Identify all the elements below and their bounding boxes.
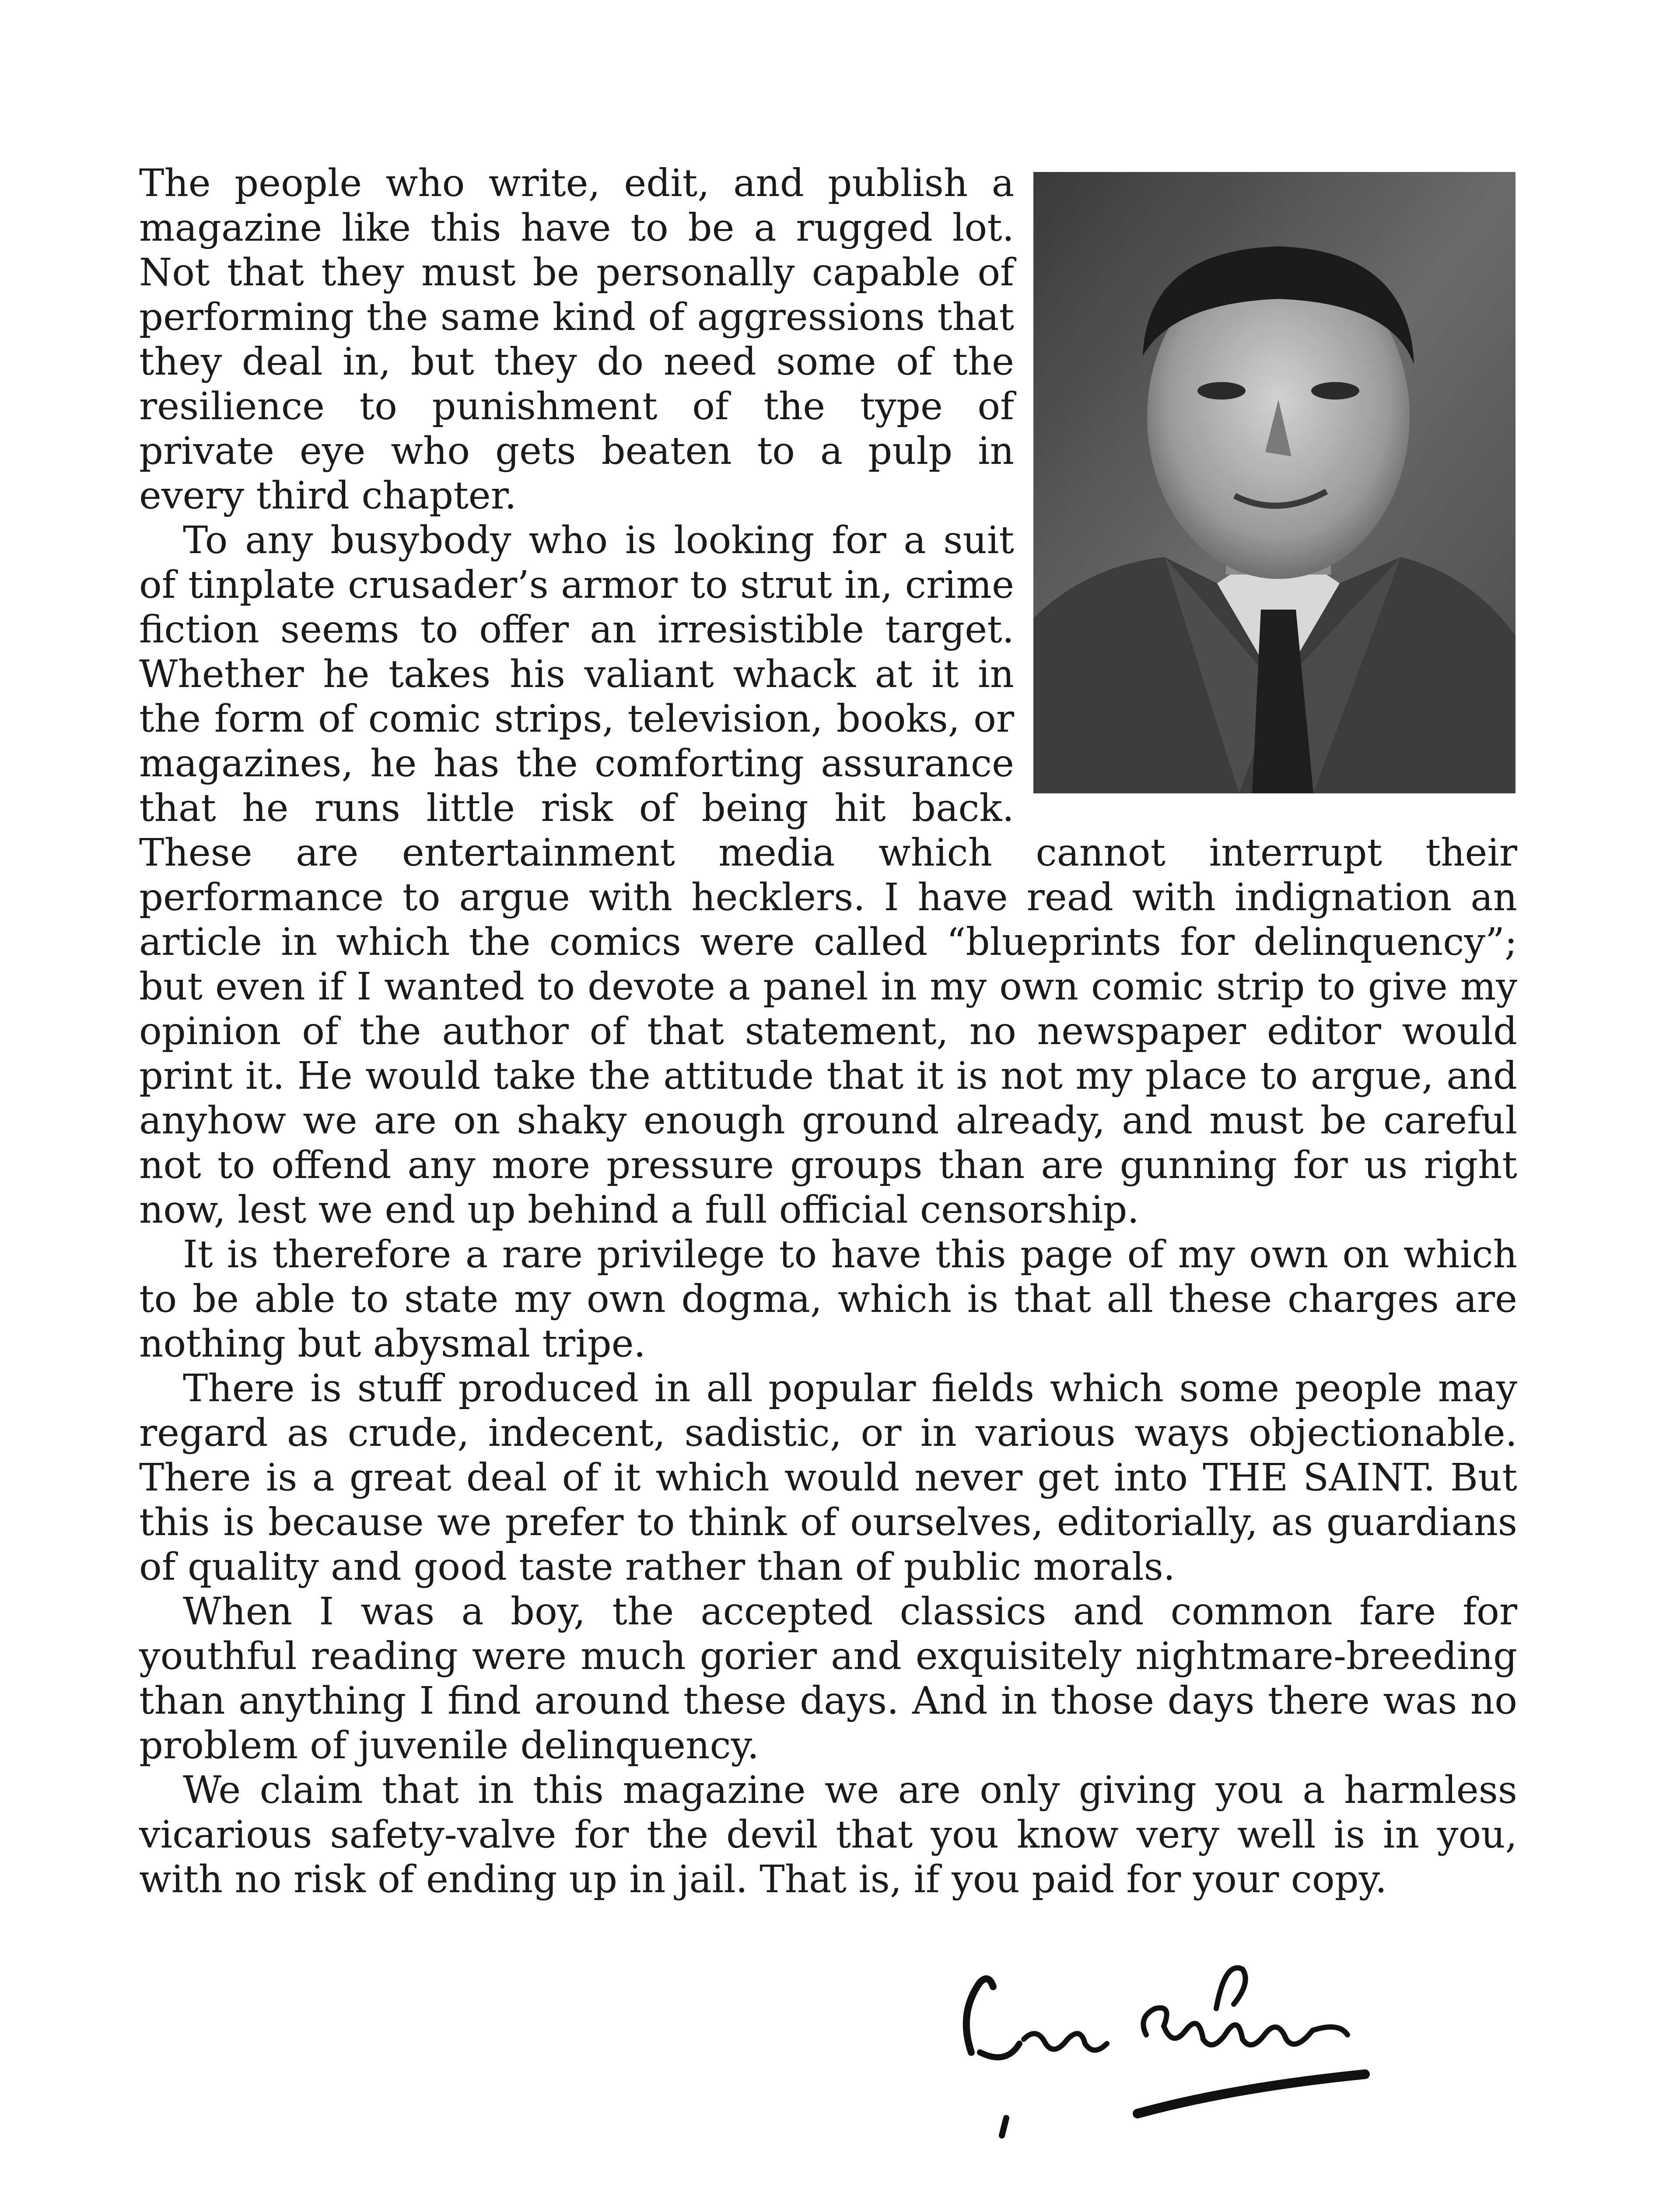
paragraph-4: There is stuff produced in all popular fields which some people may regard as crude, indecent, sadistic, or in various ways objectionable. There is a great deal of it which would never get into THE SAINT. But this is because we prefer to think of ourselves, editorially, as guardians of quality and good taste rather than of public morals. (139, 1367, 1517, 1589)
paragraph-2: To any busybody who is looking for a suit of tinplate crusader’s armor to strut in, crime fiction seems to offer an irresistible target. Whether he takes his valiant whack at it in the form of comic strips, television, books, or magazines, he has the comforting assurance that he runs little risk of being hit back. These are entertainment media which cannot interrupt their performance to argue with hecklers. I have read with indignation an article in which the comics were called “blueprints for delinquency”; but even if I wanted to devote a panel in my own comic strip to give my opinion of the author of that statement, no newspaper editor would print it. He would take the attitude that it is not my place to argue, and anyhow we are on shaky enough ground already, and must be careful not to offend any more pressure groups than are gunning for us right now, lest we end up behind a full official censorship. (139, 519, 1517, 1232)
article-body (139, 161, 1517, 1902)
paragraph-1: The people who write, edit, and publish a magazine like this have to be a rugged lot. Not that they must be personally capable of performing the same kind of aggressions that they deal in, but they do need some of the resilience to punishment of the type of private eye who gets beaten to a pulp in every third chapter. (139, 161, 1014, 518)
signature-icon (954, 1943, 1382, 2144)
paragraph-5: When I was a boy, the accepted classics and common fare for youthful reading were much gorier and exquisitely nightmare-breeding than anything I find around these days. And in those days there was no problem of juvenile delinquency. (139, 1590, 1517, 1767)
photo-spacer (1014, 161, 1517, 787)
author-signature (954, 1943, 1382, 2144)
paragraph-6: We claim that in this magazine we are only giving you a harmless vicarious safety-valve for the devil that you know very well is in you, with no risk of ending up in jail. That is, if you paid for your copy. (139, 1768, 1517, 1901)
paragraph-3: It is therefore a rare privilege to have this page of my own on which to be able to state my own dogma, which is that all these charges are nothing but abysmal tripe. (139, 1233, 1517, 1366)
